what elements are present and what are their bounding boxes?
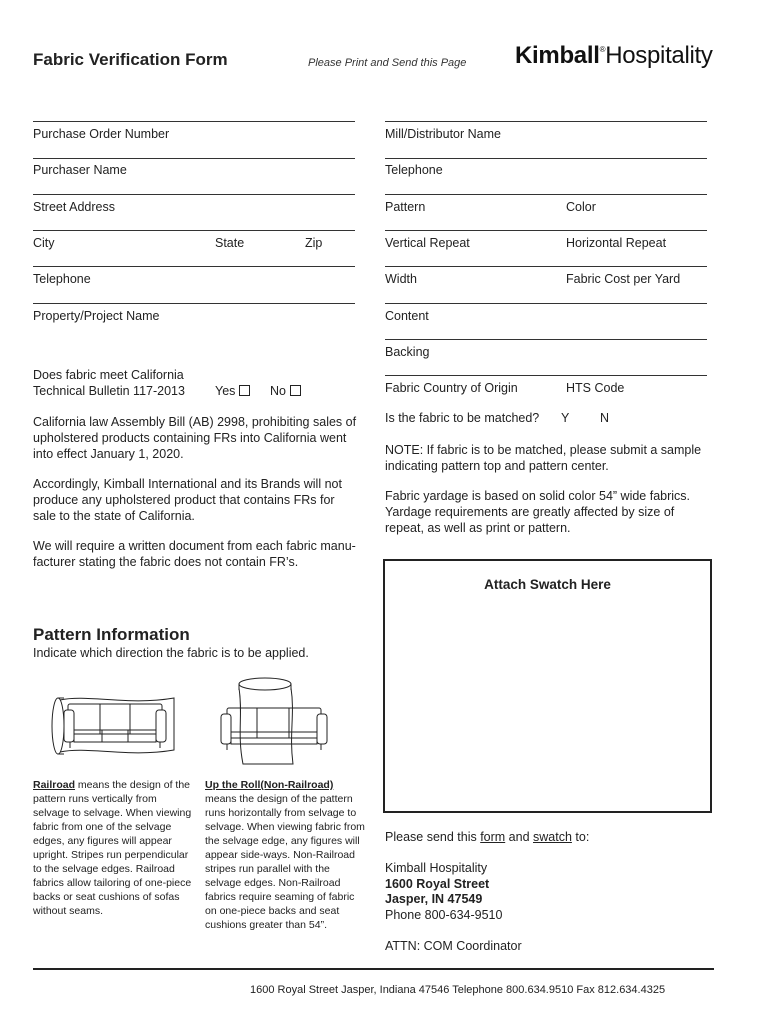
matching-note: NOTE: If fabric is to be matched, please submit a sample indicating pattern top and pattern center. <box>385 443 702 473</box>
telephone-label: Telephone <box>33 272 91 286</box>
yes-label: Yes <box>215 384 236 398</box>
mill-line[interactable] <box>385 121 707 122</box>
pattern-label: Pattern <box>385 200 426 214</box>
kimball-fr-policy-paragraph: Accordingly, Kimball International and its Brands will not produce any upholstered product that contains FRs for sale to the state of California. <box>33 477 342 523</box>
railroad-sofa-illustration[interactable] <box>48 690 176 762</box>
street-address-line[interactable] <box>33 194 355 195</box>
mill-label: Mill/Distributor Name <box>385 127 501 141</box>
street-address-label: Street Address <box>33 200 115 214</box>
origin-hts-line[interactable] <box>385 375 707 376</box>
up-the-roll-text: means the design of the pattern runs horizontally from selvage to selvage. When viewing fabric from the selvage edge, any figures will appear side-ways. Non-Railroad stripes run parallel with the selvage edges. Non-Railroad fabrics require seaming of fabric on one-piece backs and seat cushions greater than 54”. <box>205 793 365 931</box>
send-street: 1600 Royal Street <box>385 877 490 891</box>
send-phone: Phone 800-634-9510 <box>385 908 503 922</box>
city-label: City <box>33 236 55 250</box>
matched-question: Is the fabric to be matched? <box>385 411 540 425</box>
backing-line[interactable] <box>385 339 707 340</box>
city-state-zip-line[interactable] <box>33 230 355 231</box>
purchaser-name-line[interactable] <box>33 158 355 159</box>
form-title: Fabric Verification Form <box>33 50 228 69</box>
vertical-repeat-label: Vertical Repeat <box>385 236 470 250</box>
purchaser-name-label: Purchaser Name <box>33 163 127 177</box>
color-label: Color <box>566 200 596 214</box>
hts-code-label: HTS Code <box>566 381 625 395</box>
backing-label: Backing <box>385 345 430 359</box>
zip-label: Zip <box>305 236 323 250</box>
up-the-roll-term: Up the Roll(Non-Railroad) <box>205 779 334 791</box>
ab2998-paragraph: California law Assembly Bill (AB) 2998, prohibiting sales of upholstered products containing FRs into California went into effect January 1, 2020. <box>33 415 357 461</box>
yardage-note: Fabric yardage is based on solid color 54” wide fabrics. Yardage requirements are greatly affected by size of repeat, as well as print or pattern. <box>385 489 691 535</box>
railroad-description <box>33 778 193 918</box>
country-origin-label: Fabric Country of Origin <box>385 381 518 395</box>
no-label: No <box>270 384 286 398</box>
footer-divider <box>33 968 714 970</box>
property-label: Property/Project Name <box>33 309 160 323</box>
send-city: Jasper, IN 47549 <box>385 892 483 906</box>
purchase-order-line[interactable] <box>33 121 355 122</box>
telephone-line[interactable] <box>33 266 355 267</box>
tb117-yes-option[interactable] <box>215 384 250 398</box>
width-label: Width <box>385 272 417 286</box>
form-link[interactable]: form <box>480 830 506 844</box>
send-attn: ATTN: COM Coordinator <box>385 939 522 953</box>
mill-telephone-line[interactable] <box>385 158 707 159</box>
yes-checkbox[interactable] <box>239 385 250 396</box>
fabric-cost-label: Fabric Cost per Yard <box>566 272 681 286</box>
footer-contact: 1600 Royal Street Jasper, Indiana 47546 Telephone 800.634.9510 Fax 812.634.4325 <box>250 984 666 996</box>
content-label: Content <box>385 309 429 323</box>
railroad-text: means the design of the pattern runs vertically from selvage to selvage. When viewing fabric from one of the selvage edges, any figures will appear upright. Stripes run perpendicular to the selvage edges. Railroad fabrics allow tailoring of one-piece backs or seat cushions of sofas without seams. <box>33 779 192 917</box>
send-instructions <box>385 830 589 844</box>
swatch-title: Attach Swatch Here <box>484 577 611 592</box>
send-company: Kimball Hospitality <box>385 861 488 875</box>
horizontal-repeat-label: Horizontal Repeat <box>566 236 667 250</box>
purchase-order-label: Purchase Order Number <box>33 127 170 141</box>
logo-registered-mark: ® <box>599 45 606 54</box>
railroad-term: Railroad <box>33 779 76 791</box>
pattern-info-heading: Pattern Information <box>33 625 190 644</box>
matched-yes-option[interactable]: Y <box>561 411 570 425</box>
send-intro-suffix: to: <box>571 830 590 844</box>
state-label: State <box>215 236 245 250</box>
tb117-question-line2: Technical Bulletin 117-2013 <box>33 384 185 398</box>
content-line[interactable] <box>385 303 707 304</box>
repeat-line[interactable] <box>385 230 707 231</box>
no-checkbox[interactable] <box>290 385 301 396</box>
send-intro-prefix: Please send this <box>385 830 481 844</box>
up-the-roll-sofa-illustration[interactable] <box>213 674 331 770</box>
kimball-hospitality-logo <box>515 42 713 70</box>
swatch-attach-box[interactable] <box>383 559 712 813</box>
tb117-question-line1: Does fabric meet California <box>33 368 184 382</box>
tb117-no-option[interactable] <box>270 384 301 398</box>
width-cost-line[interactable] <box>385 266 707 267</box>
pattern-instruction: Indicate which direction the fabric is to be applied. <box>33 646 309 660</box>
swatch-link[interactable]: swatch <box>533 830 572 844</box>
form-subtitle: Please Print and Send this Page <box>308 57 467 69</box>
logo-division: Hospitality <box>605 42 713 69</box>
property-line[interactable] <box>33 303 355 304</box>
mill-telephone-label: Telephone <box>385 163 443 177</box>
logo-brand: Kimball <box>515 42 600 69</box>
pattern-color-line[interactable] <box>385 194 707 195</box>
fr-documentation-paragraph: We will require a written document from each fabric manu-facturer stating the fabric does not contain FR’s. <box>33 539 356 569</box>
matched-no-option[interactable]: N <box>600 411 610 425</box>
up-the-roll-description <box>205 778 367 932</box>
send-and: and <box>505 830 534 844</box>
